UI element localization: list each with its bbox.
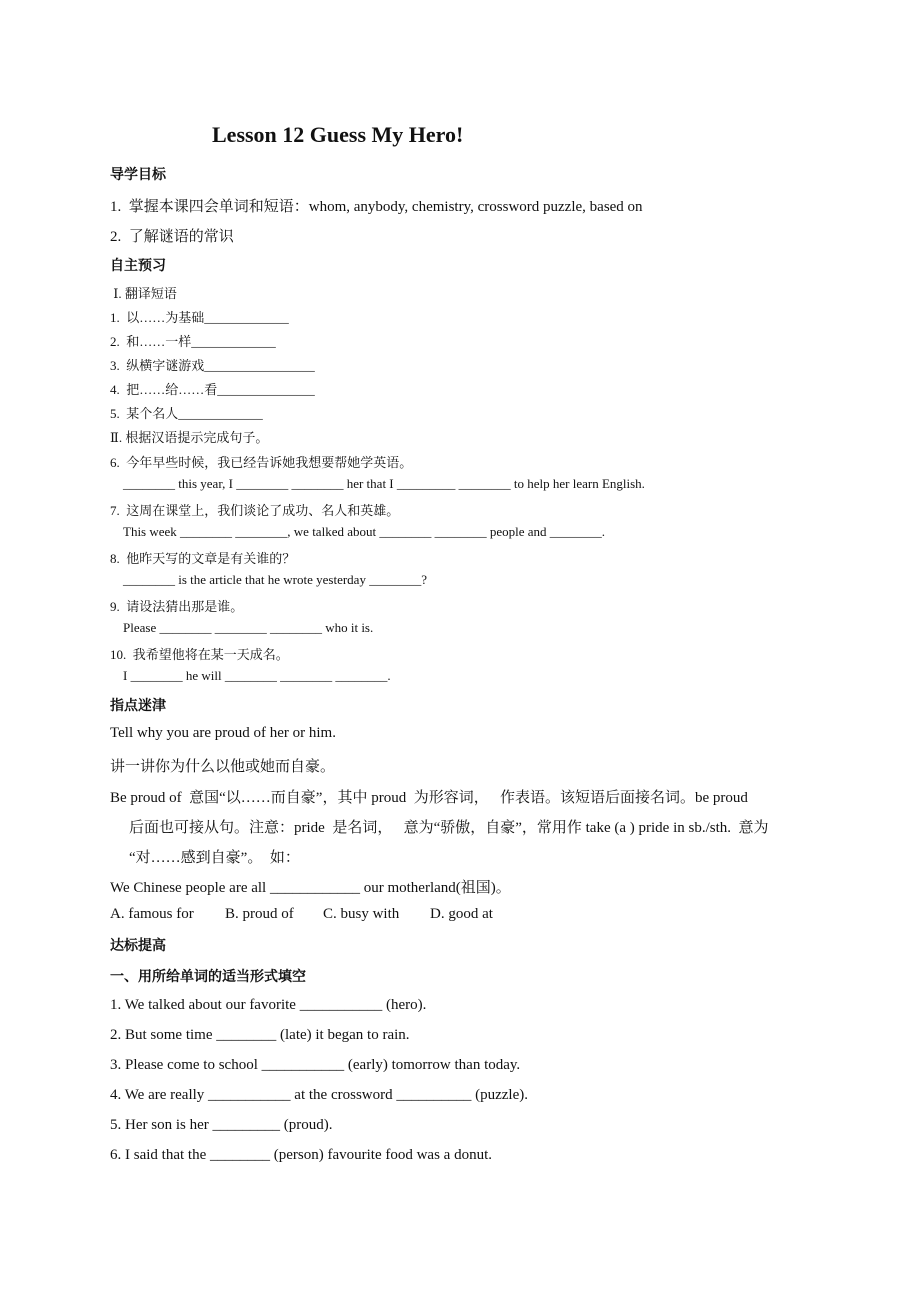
practice-subheading: 一、用所给单词的适当形式填空	[110, 969, 306, 985]
option-b: B. proud of	[225, 906, 294, 922]
tip-line: “对……感到自豪”。 如：	[129, 850, 300, 866]
phrase-item: 4. 把……给……看_______________	[110, 382, 315, 397]
phrase-item: 2. 和……一样_____________	[110, 334, 276, 349]
tip-line: 讲一讲你为什么以他或她而自豪。	[110, 759, 336, 775]
practice-item: 2. But some time ________ (late) it began to rain.	[110, 1027, 410, 1043]
section-heading-practice: 达标提高	[110, 938, 166, 954]
goal-item: 1. 掌握本课四会单词和短语：whom, anybody, chemistry, crossword puzzle, based on	[110, 199, 643, 215]
tip-line: Be proud of 意国“以……而自豪”，其中 proud 为形容词， 作表语。该短语后面接名词。be proud	[110, 790, 748, 806]
part1-label: Ⅰ. 翻译短语	[110, 286, 177, 301]
sentence-cn: 7. 这周在课堂上，我们谈论了成功、名人和英雄。	[110, 503, 400, 518]
option-c: C. busy with	[323, 906, 400, 922]
phrase-item: 5. 某个名人_____________	[110, 406, 263, 421]
sentence-cn: 10. 我希望他将在某一天成名。	[110, 647, 289, 662]
practice-item: 5. Her son is her _________ (proud).	[110, 1117, 333, 1133]
sentence-en: This week ________ ________, we talked about ________ ________ people and ________.	[123, 524, 606, 539]
sentence-cn: 6. 今年早些时候，我已经告诉她我想要帮她学英语。	[110, 455, 413, 470]
section-heading-goals: 导学目标	[110, 167, 166, 183]
phrase-item: 3. 纵横字谜游戏_________________	[110, 358, 315, 373]
practice-item: 6. I said that the ________ (person) favourite food was a donut.	[110, 1147, 492, 1163]
page-title: Lesson 12 Guess My Hero!	[212, 122, 464, 147]
sentence-en: ________ is the article that he wrote yesterday ________?	[123, 572, 427, 587]
practice-item: 3. Please come to school ___________ (early) tomorrow than today.	[110, 1057, 521, 1073]
section-heading-tips: 指点迷津	[110, 698, 166, 714]
goal-item: 2. 了解谜语的常识	[110, 229, 234, 245]
tip-line: 后面也可接从句。注意：pride 是名词， 意为“骄傲，自豪”，常用作 take (a ) pride in sb./sth. 意为	[129, 820, 769, 836]
option-d: D. good at	[430, 906, 493, 922]
sentence-en: I ________ he will ________ ________ ________.	[123, 668, 391, 683]
sentence-en: Please ________ ________ ________ who it is.	[123, 620, 374, 635]
phrase-item: 1. 以……为基础_____________	[110, 310, 289, 325]
practice-item: 1. We talked about our favorite ___________ (hero).	[110, 997, 427, 1013]
option-a: A. famous for	[110, 906, 194, 922]
practice-item: 4. We are really ___________ at the crossword __________ (puzzle).	[110, 1087, 528, 1103]
tip-line: Tell why you are proud of her or him.	[110, 725, 336, 741]
example-sentence: We Chinese people are all ____________ our motherland(祖国)。	[110, 880, 511, 896]
sentence-cn: 8. 他昨天写的文章是有关谁的？	[110, 551, 296, 566]
sentence-cn: 9. 请设法猜出那是谁。	[110, 599, 244, 614]
sentence-en: ________ this year, I ________ ________ her that I _________ ________ to help her learn English.	[123, 476, 645, 491]
part2-label: Ⅱ. 根据汉语提示完成句子。	[110, 430, 269, 445]
section-heading-preview: 自主预习	[110, 258, 166, 274]
